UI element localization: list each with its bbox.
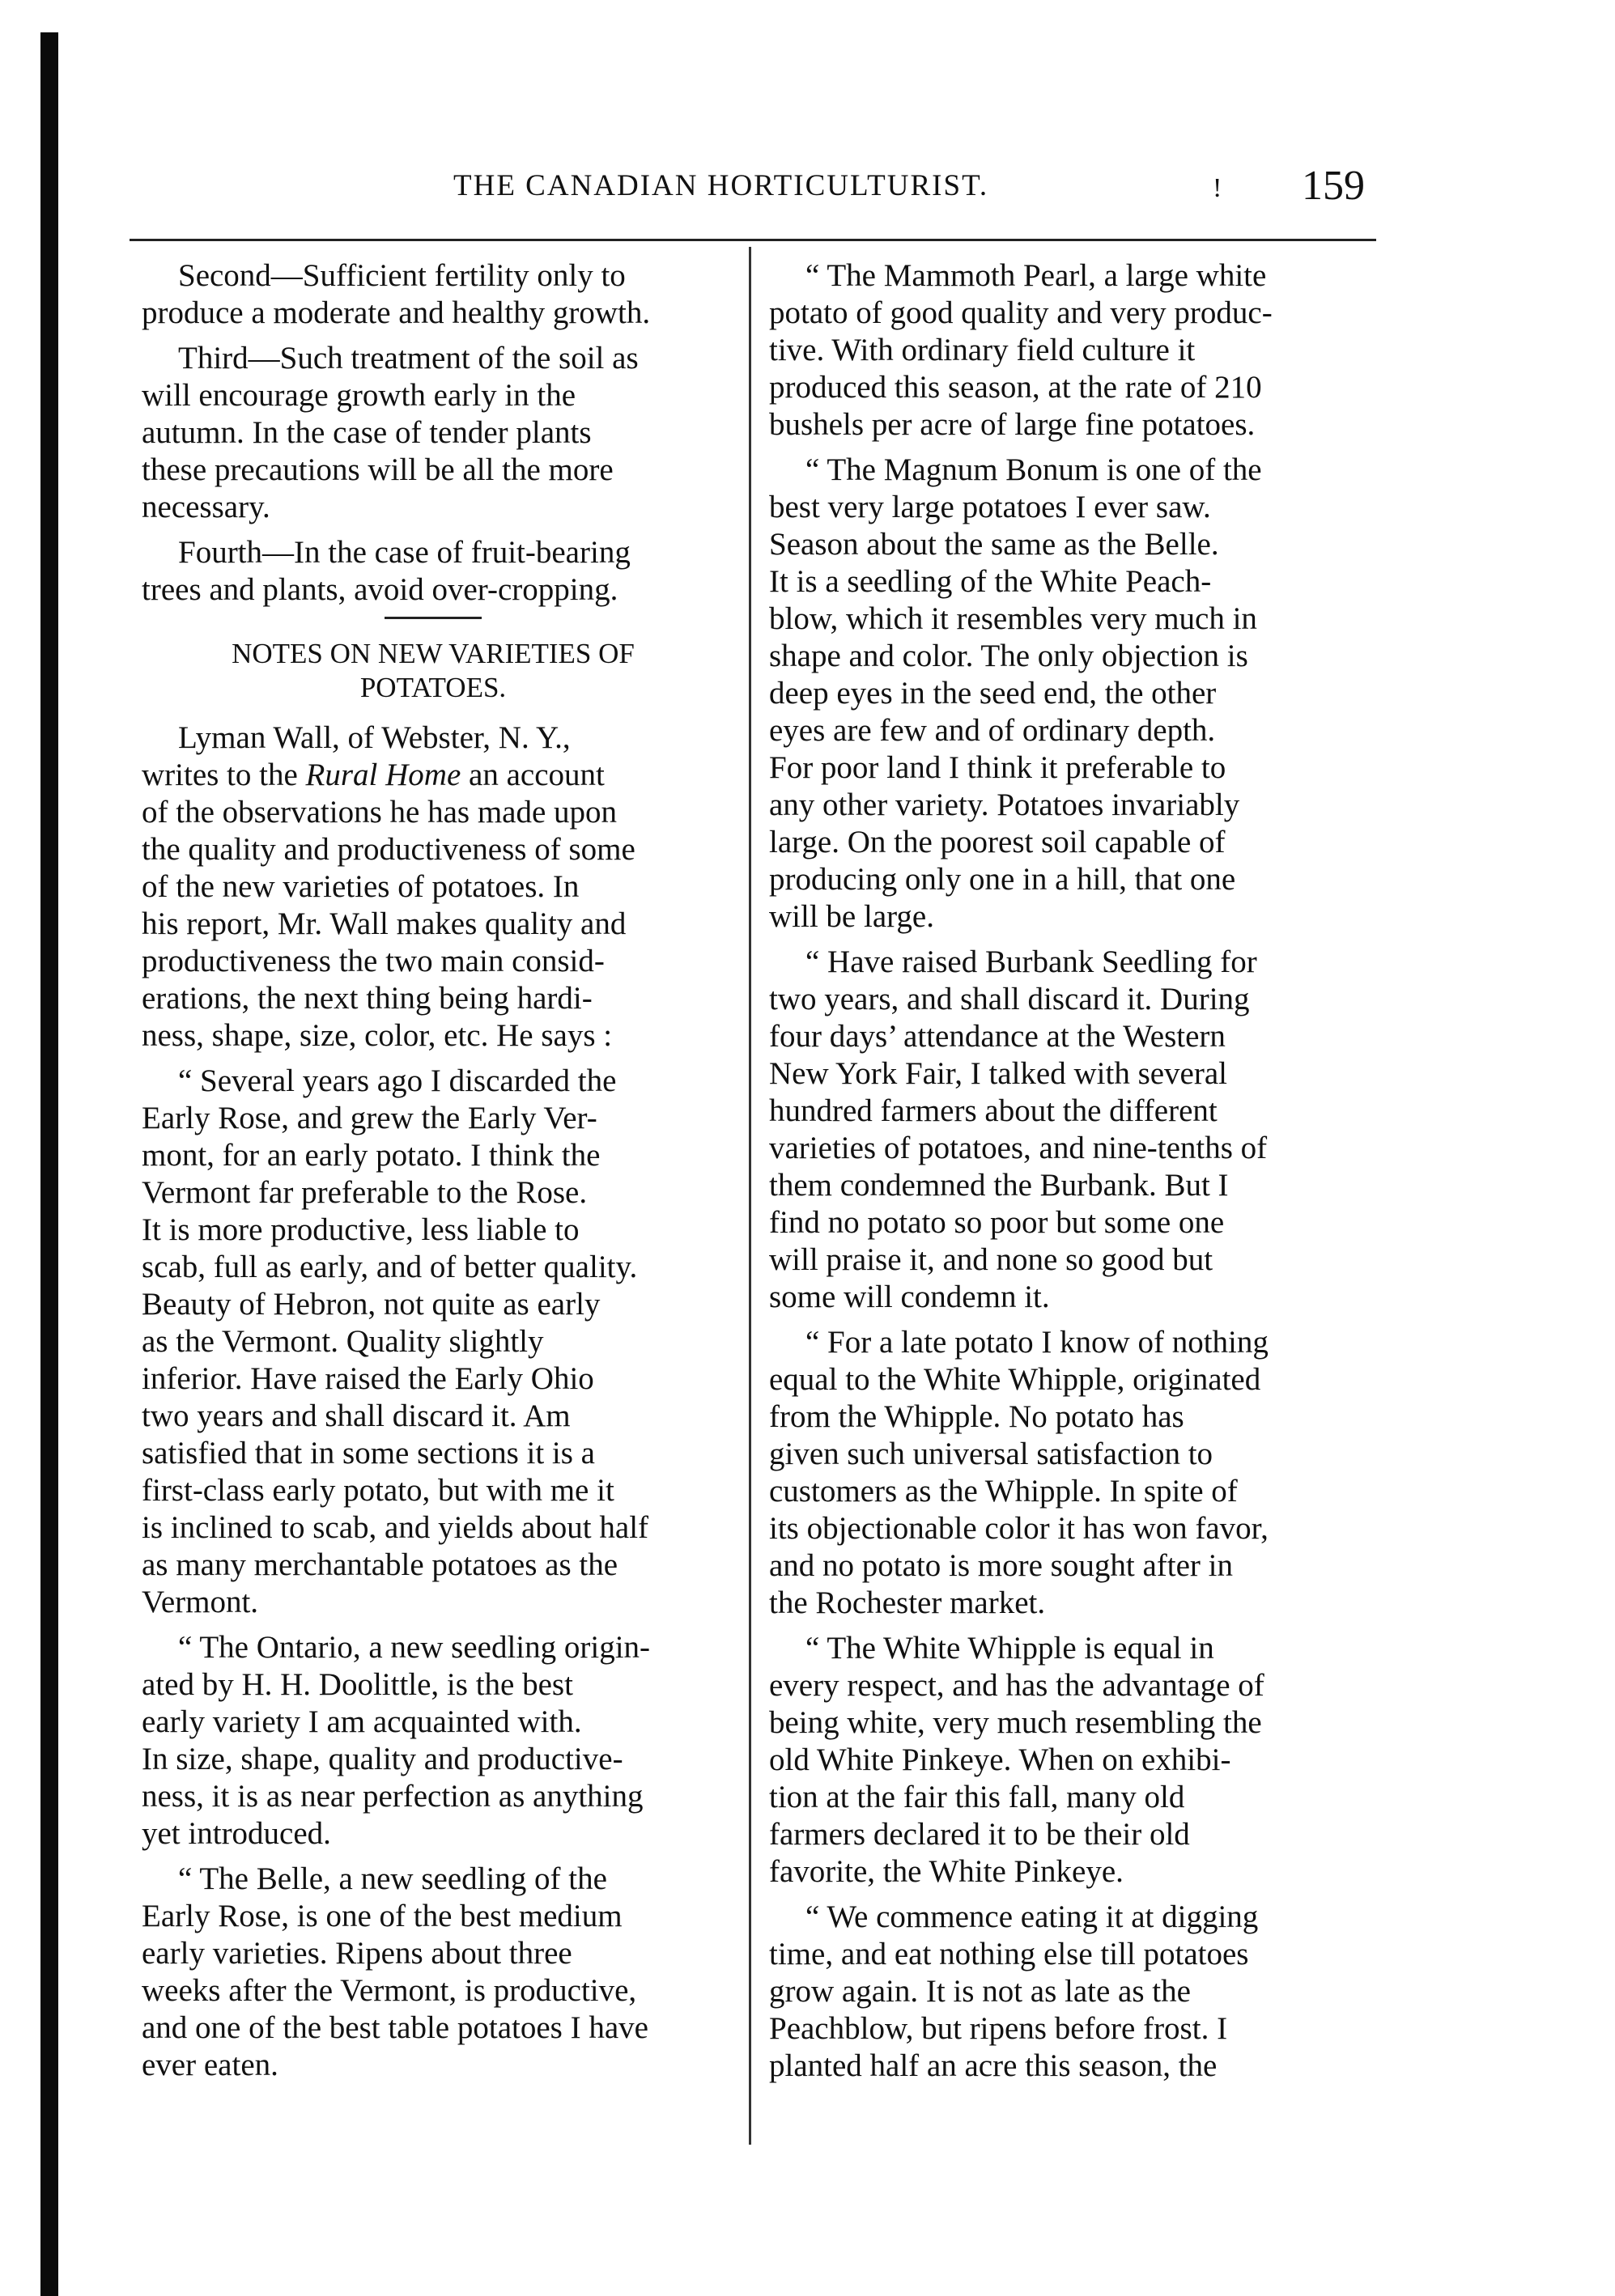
section-heading: NOTES ON NEW VARIETIES OF POTATOES. — [232, 638, 635, 703]
running-title: THE CANADIAN HORTICULTURIST. — [453, 169, 989, 202]
paragraph-text: Lyman Wall, of Webster, N. Y., writes to the — [142, 720, 571, 792]
paragraph: “ We commence eating it at digging time, and eat nothing else till potatoes grow again. It is not as late as the Peachblow, but ripens before frost. I planted half an acre this season, the — [769, 1899, 1259, 2083]
section-divider — [385, 617, 482, 619]
paragraph: “ The Ontario, a new seedling origin- ated by H. H. Doolittle, is the best early variety I am acquainted with. In size, shape, quality and productive- ness, it is as near perfection as anything yet introduced. — [142, 1630, 651, 1851]
paragraph: “ The Mammoth Pearl, a large white potato of good quality and very produc- tive. With ordinary field culture it produced this season, at the rate of 210 bushels per acre of large fine potatoes. — [769, 258, 1273, 442]
right-column — [769, 257, 1380, 2093]
header-rule — [130, 239, 1376, 241]
paragraph: “ The Magnum Bonum is one of the best very large potatoes I ever saw. Season about the same as the Belle. It is a seedling of the White Peach- blow, which it resembles very much in shape and color. The only objection is deep eyes in the seed end, the other eyes are few and of ordinary depth. For poor land I think it preferable to any other variety. Potatoes invariably large. On the poorest soil capable of producing only one in a hill, that one will be large. — [769, 452, 1262, 934]
paragraph: “ Have raised Burbank Seedling for two years, and shall discard it. During four days’ attendance at the Western New York Fair, I talked with several hundred farmers about the different varieties of potatoes, and nine-tenths of them condemned the Burbank. But I find no potato so poor but some one will praise it, and none so good but some will condemn it. — [769, 944, 1268, 1314]
paragraph — [142, 719, 725, 1055]
paragraph: Second—Sufficient fertility only to produce a moderate and healthy growth. — [142, 258, 651, 330]
paragraph: “ The White Whipple is equal in every respect, and has the advantage of being white, very much resembling the old White Pinkeye. When on exhibi- tion at the fair this fall, many old farmers declared it to be their old favorite, the White Pinkeye. — [769, 1631, 1264, 1889]
header-mark: ! — [1213, 173, 1222, 203]
paragraph: “ Several years ago I discarded the Early Rose, and grew the Early Ver- mont, for an early potato. I think the Vermont far preferable to the Rose. It is more productive, less liable to scab, full as early, and of better quality. Beauty of Hebron, not quite as early as the Vermont. Quality slightly inferior. Have raised the Early Ohio two years and shall discard it. Am satisfied that in some sections it is a first-class early potato, but with me it is inclined to scab, and yields about half as many merchantable potatoes as the Vermont. — [142, 1063, 649, 1619]
paragraph: “ The Belle, a new seedling of the Early Rose, is one of the best medium early varieties. Ripens about three weeks after the Vermont, is productive, and one of the best table potatoes I have ever eaten. — [142, 1861, 648, 2082]
page-binding-edge — [40, 32, 58, 2296]
paragraph: Fourth—In the case of fruit-bearing trees and plants, avoid over-cropping. — [142, 535, 631, 607]
left-column — [142, 257, 725, 2092]
publication-title: Rural Home — [305, 758, 461, 792]
paragraph: “ For a late potato I know of nothing equal to the White Whipple, originated from the Whipple. No potato has given such universal satisfaction to customers as the Whipple. In spite of its objectionable color it has won favor, and no potato is more sought after in the Rochester market. — [769, 1325, 1269, 1620]
paragraph-text: an account of the observations he has made upon the quality and productiveness of some of the new varieties of potatoes. In his report, Mr. Wall makes quality and productiveness the two main consid- erations, the next thing being hardi- ness, shape, size, color, etc. He says : — [142, 758, 635, 1053]
column-divider — [749, 247, 751, 2145]
paragraph: Third—Such treatment of the soil as will encourage growth early in the autumn. In the case of tender plants these precautions will be all the more necessary. — [142, 341, 639, 524]
page-number: 159 — [1302, 163, 1365, 209]
